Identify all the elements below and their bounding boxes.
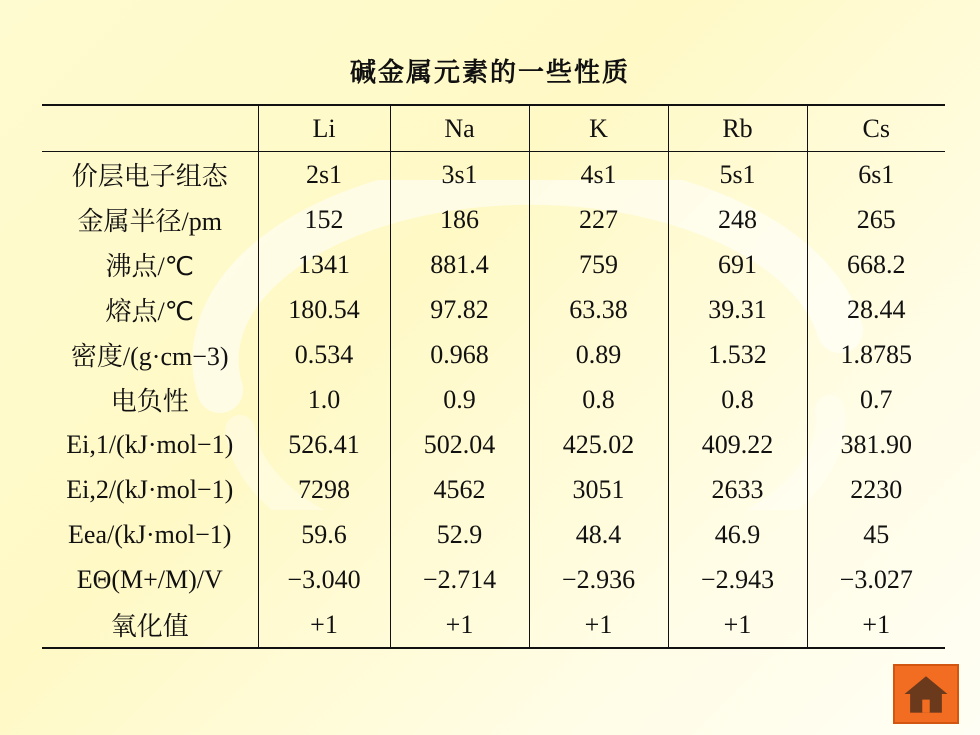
row-label: EΘ(M+/M)/V bbox=[42, 557, 258, 602]
table-row bbox=[42, 422, 945, 467]
table-cell: 227 bbox=[529, 197, 668, 242]
row-label: 沸点/℃ bbox=[42, 242, 258, 287]
row-label: 氧化值 bbox=[42, 602, 258, 648]
table-cell: 39.31 bbox=[668, 287, 807, 332]
table-cell: 2633 bbox=[668, 467, 807, 512]
table-cell: 1.0 bbox=[258, 377, 390, 422]
table-cell: 691 bbox=[668, 242, 807, 287]
table-row bbox=[42, 512, 945, 557]
table-cell: 186 bbox=[390, 197, 529, 242]
table-cell: 0.968 bbox=[390, 332, 529, 377]
table-cell: 3s1 bbox=[390, 152, 529, 198]
table-cell: 152 bbox=[258, 197, 390, 242]
table-row bbox=[42, 152, 945, 198]
table-cell: 2230 bbox=[850, 474, 903, 504]
table-cell: 0.534 bbox=[258, 332, 390, 377]
header-cell-na: Na bbox=[390, 105, 529, 152]
row-label: 电负性 bbox=[42, 377, 258, 422]
table-row bbox=[42, 557, 945, 602]
table-cell: 28.44 bbox=[847, 294, 906, 324]
table-cell: 0.89 bbox=[529, 332, 668, 377]
table-cell: −3.040 bbox=[258, 557, 390, 602]
table-cell: 5s1 bbox=[668, 152, 807, 198]
header-cell-rb: Rb bbox=[668, 105, 807, 152]
table-cell: 4s1 bbox=[529, 152, 668, 198]
table-cell: 881.4 bbox=[390, 242, 529, 287]
table-row bbox=[42, 242, 945, 287]
slide-title: 碱金属元素的一些性质 bbox=[349, 58, 630, 88]
table-cell: 425.02 bbox=[529, 422, 668, 467]
table-row bbox=[42, 602, 945, 648]
table-cell: 4562 bbox=[390, 467, 529, 512]
table-cell: 52.9 bbox=[390, 512, 529, 557]
table-row bbox=[42, 197, 945, 242]
table-cell: −2.943 bbox=[668, 557, 807, 602]
table-cell: 1.8785 bbox=[840, 339, 912, 369]
row-label: Ei,1/(kJ·mol−1) bbox=[42, 422, 258, 467]
table-cell: 248 bbox=[668, 197, 807, 242]
table-cell: 502.04 bbox=[390, 422, 529, 467]
table-cell: 59.6 bbox=[258, 512, 390, 557]
row-label: 熔点/℃ bbox=[42, 287, 258, 332]
table-cell: 48.4 bbox=[529, 512, 668, 557]
row-label: Eea/(kJ·mol−1) bbox=[42, 512, 258, 557]
table-cell: 46.9 bbox=[668, 512, 807, 557]
table-cell: 6s1 bbox=[858, 159, 895, 189]
table-cell: 381.90 bbox=[840, 429, 912, 459]
table-row bbox=[42, 377, 945, 422]
table-cell: 0.8 bbox=[529, 377, 668, 422]
table-cell: 0.7 bbox=[860, 384, 893, 414]
home-icon bbox=[895, 666, 957, 722]
table-row bbox=[42, 332, 945, 377]
table-row bbox=[42, 467, 945, 512]
table-cell: 0.9 bbox=[390, 377, 529, 422]
table-cell: 1341 bbox=[258, 242, 390, 287]
table-cell: 3051 bbox=[529, 467, 668, 512]
table-cell: 0.8 bbox=[668, 377, 807, 422]
table-row bbox=[42, 287, 945, 332]
header-cell-cs: Cs bbox=[807, 105, 945, 152]
table-cell: +1 bbox=[390, 602, 529, 648]
table-cell: 668.2 bbox=[847, 249, 906, 279]
table-cell: +1 bbox=[668, 602, 807, 648]
table-cell: 1.532 bbox=[668, 332, 807, 377]
table-cell: −2.936 bbox=[529, 557, 668, 602]
header-cell-empty bbox=[42, 105, 258, 152]
table-cell: 63.38 bbox=[529, 287, 668, 332]
table-cell: 265 bbox=[856, 204, 896, 234]
table-cell: 45 bbox=[863, 519, 890, 549]
table-cell: +1 bbox=[862, 609, 891, 639]
table-cell: 7298 bbox=[258, 467, 390, 512]
header-cell-li: Li bbox=[258, 105, 390, 152]
header-cell-k: K bbox=[529, 105, 668, 152]
properties-table bbox=[42, 104, 945, 649]
table-cell: 759 bbox=[529, 242, 668, 287]
table-cell: +1 bbox=[529, 602, 668, 648]
row-label: 价层电子组态 bbox=[42, 152, 258, 198]
table-header-row bbox=[42, 105, 945, 152]
table-cell: 526.41 bbox=[258, 422, 390, 467]
home-button[interactable] bbox=[893, 664, 959, 724]
table-cell: 97.82 bbox=[390, 287, 529, 332]
table-cell: +1 bbox=[258, 602, 390, 648]
row-label: 金属半径/pm bbox=[42, 197, 258, 242]
row-label: 密度/(g·cm−3) bbox=[42, 332, 258, 377]
table-cell: −3.027 bbox=[839, 564, 913, 594]
table-cell: 2s1 bbox=[258, 152, 390, 198]
table-cell: −2.714 bbox=[390, 557, 529, 602]
table-cell: 409.22 bbox=[668, 422, 807, 467]
row-label: Ei,2/(kJ·mol−1) bbox=[42, 467, 258, 512]
table-cell: 180.54 bbox=[258, 287, 390, 332]
